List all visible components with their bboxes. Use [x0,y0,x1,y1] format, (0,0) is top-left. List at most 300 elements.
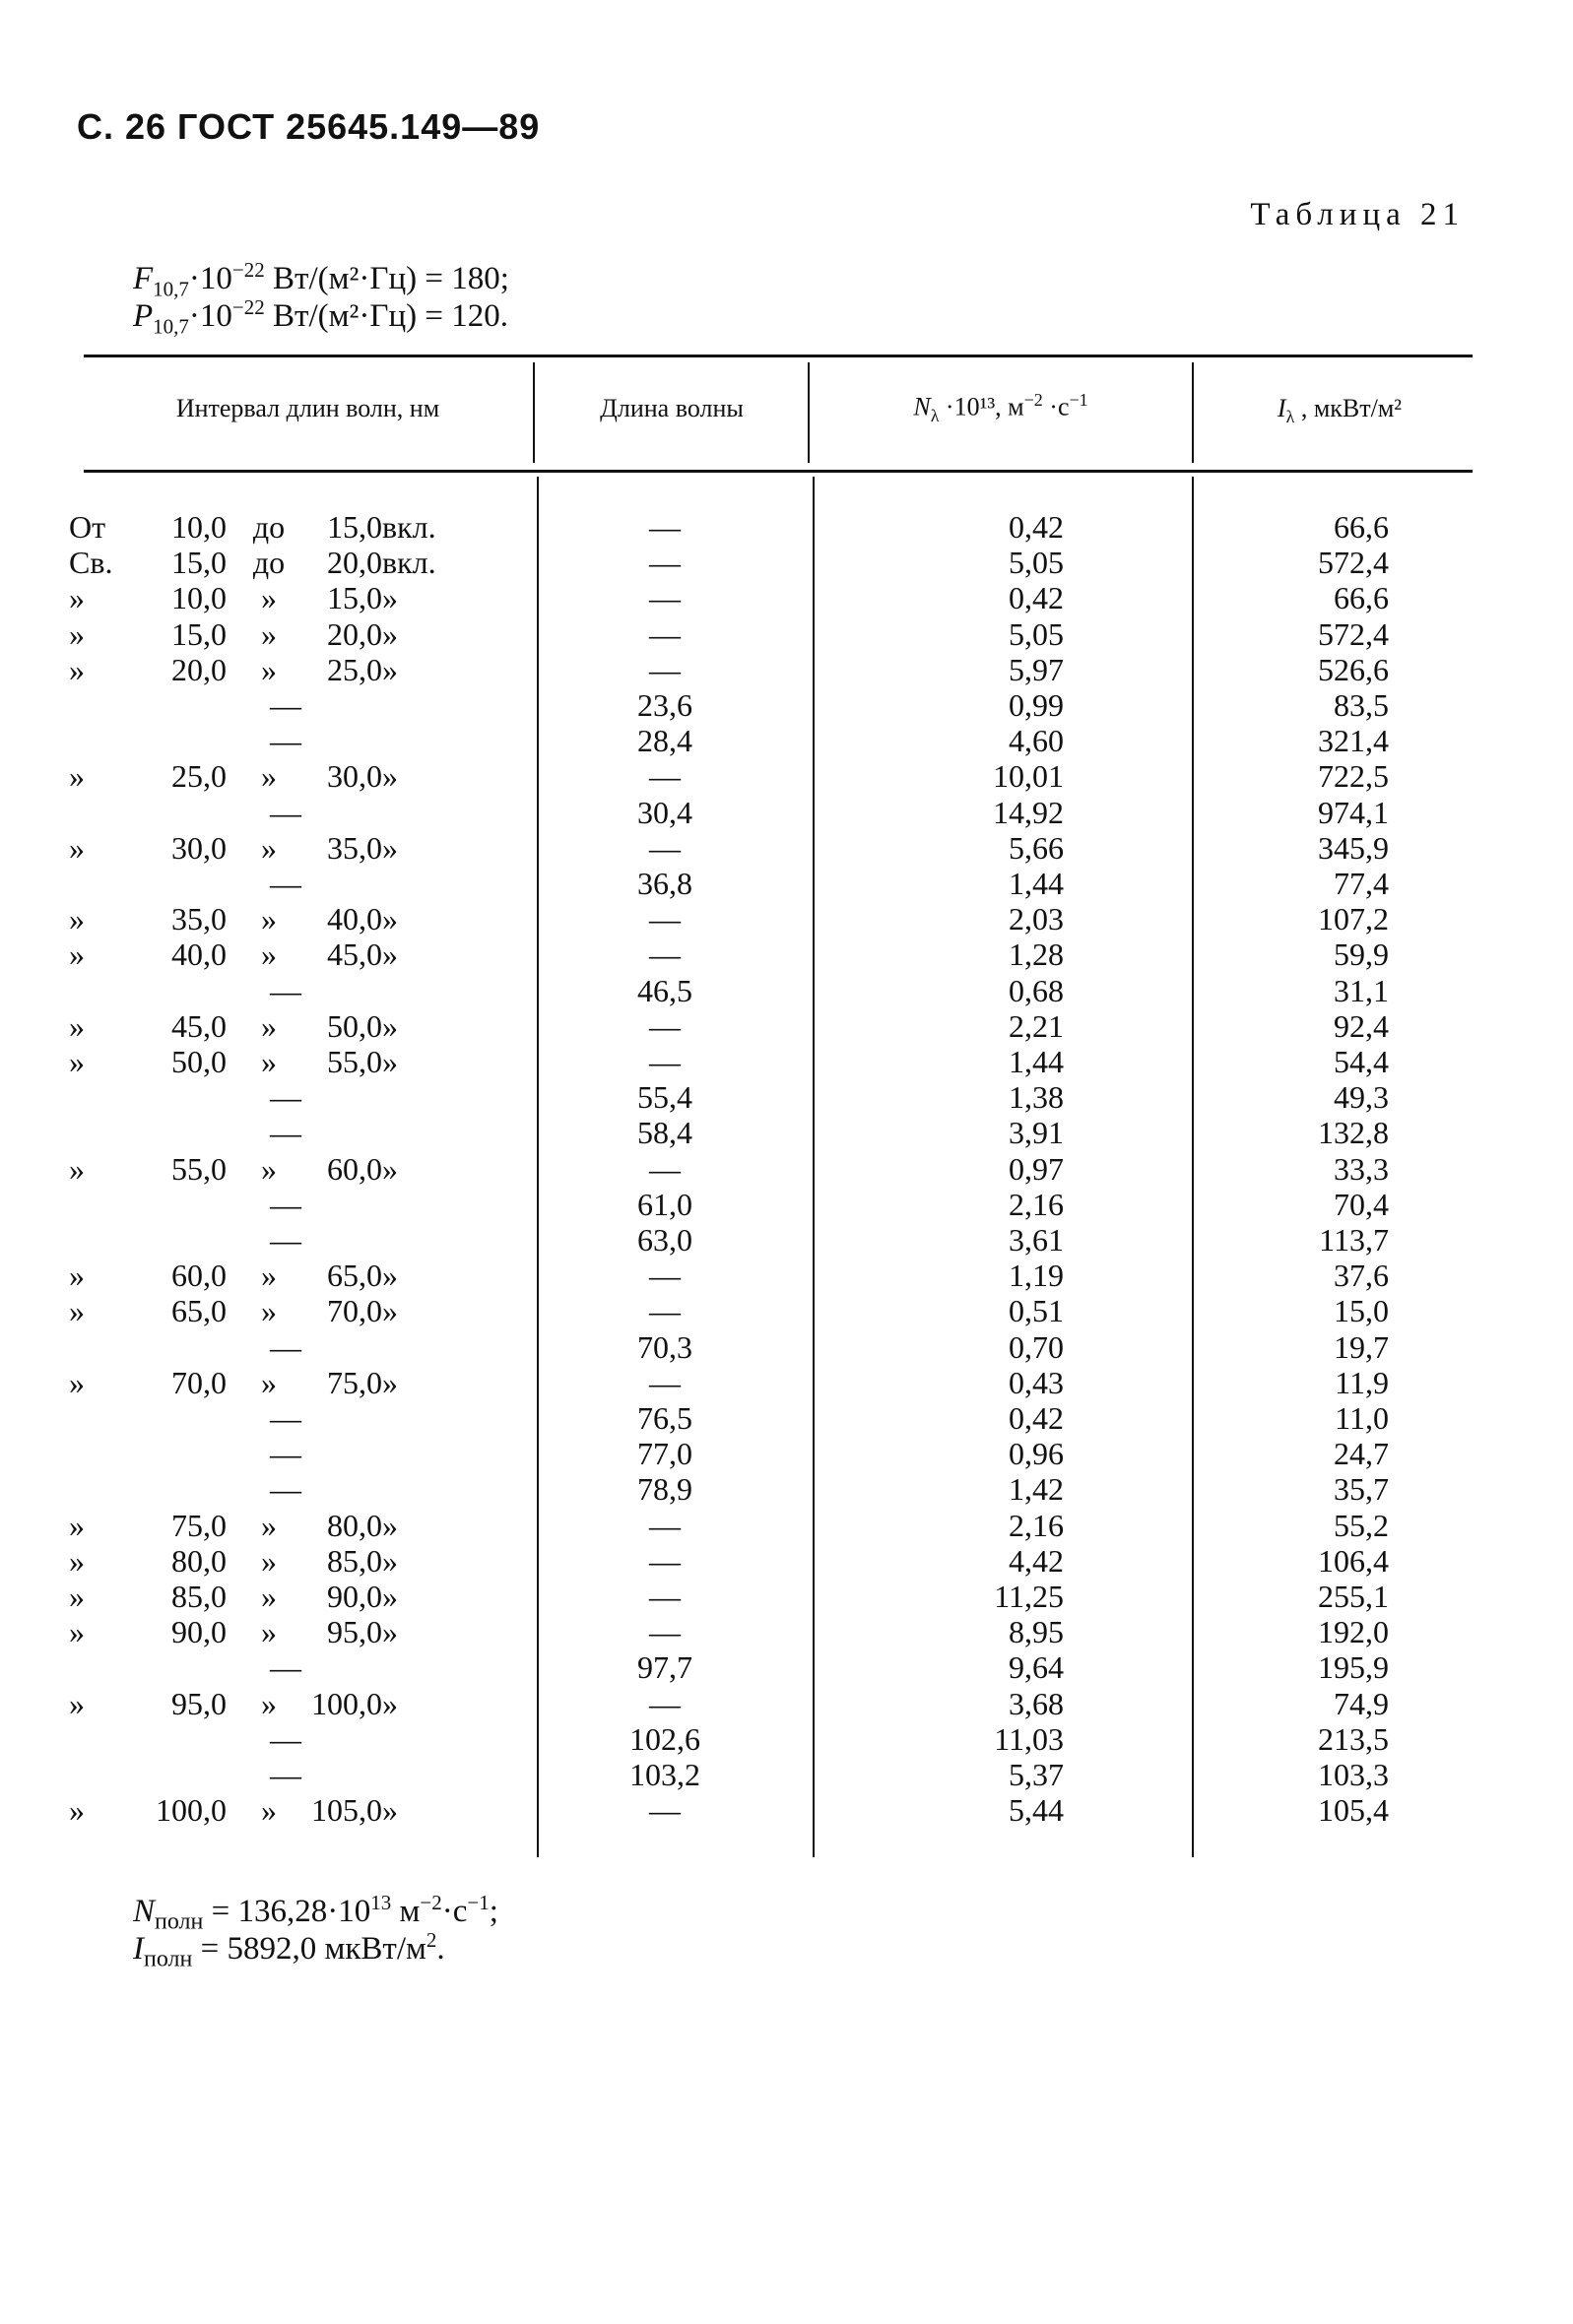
interval-separator: » [261,936,277,973]
table-row [0,1543,1573,1579]
interval-from: 85,0 [171,1579,227,1614]
photon-flux-cell: 0,42 [1009,1400,1064,1436]
interval-dash: — [270,1186,301,1222]
table-row [0,509,1573,545]
intensity-cell: 92,4 [1334,1007,1389,1044]
interval-suffix: » [382,1542,398,1579]
interval-to: 20,0 [327,545,382,581]
photon-flux-cell: 0,97 [1009,1150,1064,1187]
header-divider-3 [1192,362,1194,463]
f-mid: ·10 [188,261,232,296]
wavelength-cell: — [649,1614,681,1650]
interval-separator: » [261,1542,277,1579]
interval-dash: — [270,723,301,759]
interval-suffix: » [382,651,398,687]
intensity-cell: 105,4 [1318,1792,1389,1829]
interval-from: 40,0 [171,936,227,973]
photon-flux-cell: 5,37 [1009,1757,1064,1792]
wavelength-cell: 30,4 [637,794,692,830]
table-row [0,1471,1573,1507]
table-row [0,1400,1573,1436]
interval-prefix: » [69,1293,85,1329]
table-label: Таблица 21 [1250,197,1465,232]
f-exp: −22 [231,258,265,282]
interval-from: 20,0 [171,651,227,687]
interval-separator: » [261,651,277,687]
photon-flux-cell: 1,42 [1009,1471,1064,1508]
photon-flux-cell: 3,68 [1009,1685,1064,1721]
interval-dash: — [270,1400,301,1436]
interval-from: 90,0 [171,1614,227,1650]
wavelength-cell: — [649,901,681,937]
interval-prefix: » [69,1685,85,1721]
wavelength-cell: — [649,758,681,795]
interval-from: 70,0 [171,1364,227,1400]
p-sub: 10,7 [153,314,189,339]
intensity-cell: 526,6 [1318,651,1389,687]
wavelength-cell: 63,0 [637,1222,692,1258]
table-row [0,1614,1573,1649]
intensity-cell: 59,9 [1334,936,1389,973]
wavelength-cell: — [649,1044,681,1079]
interval-dash: — [270,972,301,1008]
photon-flux-cell: 11,03 [994,1720,1064,1757]
photon-flux-cell: 5,97 [1009,651,1064,687]
photon-flux-cell: 0,99 [1009,687,1064,723]
photon-flux-cell: 2,03 [1009,901,1064,937]
wavelength-cell: — [649,1293,681,1329]
interval-separator: » [261,1507,277,1543]
intensity-cell: 66,6 [1334,509,1389,545]
interval-from: 15,0 [171,615,227,652]
photon-flux-cell: 0,42 [1009,509,1064,545]
intensity-cell: 213,5 [1318,1720,1389,1757]
interval-separator: » [261,580,277,616]
intensity-cell: 15,0 [1334,1293,1389,1329]
condition-p107 [133,295,508,340]
table-row [0,1187,1573,1222]
photon-flux-cell: 1,44 [1009,866,1064,901]
interval-to: 15,0 [327,509,382,545]
n-exp1: −2 [1023,390,1043,410]
wavelength-cell: 76,5 [637,1400,692,1436]
total-i-symbol: I [133,1931,144,1967]
wavelength-cell: 103,2 [629,1757,700,1792]
photon-flux-cell: 5,66 [1009,829,1064,866]
interval-to: 25,0 [327,651,382,687]
interval-to: 80,0 [327,1507,382,1543]
total-n-mid: ·с [441,1894,468,1929]
f-symbol: F [133,261,154,296]
interval-to: 70,0 [327,1293,382,1329]
interval-prefix: » [69,1258,85,1294]
photon-flux-cell: 0,42 [1009,580,1064,616]
n-sub: λ [930,405,940,425]
header-divider-1 [533,362,535,463]
table-row [0,723,1573,758]
interval-to: 65,0 [327,1258,382,1294]
interval-separator: » [261,1579,277,1614]
interval-separator: » [261,901,277,937]
interval-dash: — [270,1720,301,1757]
i-symbol: I [1277,394,1286,422]
total-n-u1: −2 [420,1891,442,1914]
interval-prefix: » [69,1614,85,1650]
total-n-sub: полн [155,1908,204,1935]
interval-suffix: » [382,1792,398,1829]
page-header: С. 26 ГОСТ 25645.149—89 [77,106,541,147]
table-row [0,936,1573,972]
table-row [0,1222,1573,1258]
intensity-cell: 321,4 [1318,723,1389,759]
interval-suffix: вкл. [382,509,436,545]
interval-to: 90,0 [327,1579,382,1614]
intensity-cell: 35,7 [1334,1471,1389,1508]
table-row [0,687,1573,723]
photon-flux-cell: 9,64 [1009,1649,1064,1686]
interval-prefix: » [69,580,85,616]
photon-flux-cell: 14,92 [993,794,1064,830]
intensity-cell: 37,6 [1334,1258,1389,1294]
intensity-cell: 11,9 [1335,1364,1389,1400]
photon-flux-cell: 2,21 [1009,1007,1064,1044]
interval-separator: » [261,1293,277,1329]
interval-to: 35,0 [327,829,382,866]
intensity-cell: 55,2 [1334,1507,1389,1543]
intensity-cell: 49,3 [1334,1079,1389,1116]
interval-suffix: » [382,1364,398,1400]
wavelength-cell: — [649,545,681,581]
intensity-cell: 11,0 [1335,1400,1389,1436]
interval-to: 95,0 [327,1614,382,1650]
i-rest: , мкВт/м² [1294,394,1403,422]
interval-from: 10,0 [171,580,227,616]
intensity-cell: 103,3 [1318,1757,1389,1792]
table-top-rule [84,355,1473,357]
table-row [0,1649,1573,1685]
wavelength-cell: 78,9 [637,1471,692,1508]
total-i-text: = 5892,0 мкВт/м [192,1931,426,1967]
table-row [0,1721,1573,1757]
interval-separator: » [261,1044,277,1079]
interval-suffix: » [382,1150,398,1187]
table-row [0,580,1573,615]
interval-suffix: » [382,1258,398,1294]
n-exp2: −1 [1069,390,1088,410]
interval-to: 100,0 [311,1685,382,1721]
wavelength-cell: 55,4 [637,1079,692,1116]
table-row [0,545,1573,580]
photon-flux-cell: 1,38 [1009,1079,1064,1116]
interval-prefix: » [69,758,85,795]
intensity-cell: 107,2 [1318,901,1389,937]
interval-from: 80,0 [171,1542,227,1579]
interval-prefix: » [69,1542,85,1579]
intensity-cell: 255,1 [1318,1579,1389,1614]
interval-to: 20,0 [327,615,382,652]
interval-suffix: » [382,829,398,866]
photon-flux-cell: 1,28 [1009,936,1064,973]
wavelength-cell: — [649,1579,681,1614]
interval-dash: — [270,1079,301,1116]
interval-from: 100,0 [156,1792,227,1829]
interval-to: 30,0 [327,758,382,795]
interval-from: 50,0 [171,1044,227,1079]
wavelength-cell: — [649,1507,681,1543]
table-row [0,973,1573,1008]
photon-flux-cell: 2,16 [1009,1186,1064,1222]
intensity-cell: 24,7 [1334,1436,1389,1472]
interval-to: 55,0 [327,1044,382,1079]
wavelength-cell: 61,0 [637,1186,692,1222]
total-i-sub: полн [144,1946,193,1972]
intensity-cell: 70,4 [1334,1186,1389,1222]
wavelength-cell: 28,4 [637,723,692,759]
f-sub: 10,7 [153,277,189,301]
wavelength-cell: — [649,1007,681,1044]
table-row [0,1044,1573,1079]
table-row [0,1079,1573,1115]
interval-suffix: » [382,1293,398,1329]
interval-prefix: » [69,615,85,652]
p-mid: ·10 [188,298,232,334]
interval-prefix: » [69,829,85,866]
table-row [0,866,1573,901]
wavelength-cell: — [649,615,681,652]
photon-flux-cell: 4,60 [1009,723,1064,759]
total-n-u2: −1 [467,1891,490,1914]
intensity-cell: 74,9 [1334,1685,1389,1721]
intensity-cell: 54,4 [1334,1044,1389,1079]
interval-to: 75,0 [327,1364,382,1400]
intensity-cell: 66,6 [1334,580,1389,616]
total-n-exp: 13 [370,1891,392,1914]
p-text: Вт/(м²·Гц) = 120. [264,298,508,334]
interval-prefix: » [69,1579,85,1614]
intensity-cell: 113,7 [1319,1222,1389,1258]
photon-flux-cell: 5,05 [1009,545,1064,581]
interval-suffix: » [382,901,398,937]
interval-separator: » [261,1614,277,1650]
table-row [0,652,1573,687]
interval-prefix: » [69,651,85,687]
interval-to: 105,0 [311,1792,382,1829]
wavelength-cell: — [649,936,681,973]
col-header-wavelength: Длина волны [600,394,744,422]
interval-dash: — [270,866,301,901]
interval-suffix: » [382,1507,398,1543]
n-symbol: N [913,392,931,421]
wavelength-cell: — [649,1542,681,1579]
wavelength-cell: 46,5 [637,972,692,1008]
wavelength-cell: — [649,829,681,866]
interval-dash: — [270,1649,301,1686]
wavelength-cell: — [649,1364,681,1400]
intensity-cell: 77,4 [1334,866,1389,901]
photon-flux-cell: 1,19 [1009,1258,1064,1294]
interval-from: 30,0 [171,829,227,866]
interval-suffix: » [382,758,398,795]
intensity-cell: 83,5 [1334,687,1389,723]
interval-separator: » [261,758,277,795]
interval-dash: — [270,1115,301,1151]
table-row [0,1365,1573,1400]
interval-separator: » [261,1685,277,1721]
interval-dash: — [270,1436,301,1472]
col-header-photon-flux [814,390,1188,426]
intensity-cell: 192,0 [1318,1614,1389,1650]
interval-separator: до [252,509,286,545]
photon-flux-cell: 3,91 [1009,1115,1064,1151]
interval-prefix: От [69,509,106,545]
interval-prefix: » [69,1150,85,1187]
wavelength-cell: 23,6 [637,687,692,723]
interval-suffix: » [382,936,398,973]
interval-prefix: » [69,1507,85,1543]
interval-dash: — [270,1222,301,1258]
intensity-cell: 19,7 [1334,1328,1389,1365]
interval-dash: — [270,1757,301,1792]
total-i-end: . [436,1931,445,1967]
interval-separator: » [261,1792,277,1829]
table-row [0,1115,1573,1150]
f-text: Вт/(м²·Гц) = 180; [264,261,509,296]
table-row [0,1436,1573,1471]
col-header-intensity [1197,394,1482,427]
photon-flux-cell: 10,01 [993,758,1064,795]
photon-flux-cell: 0,96 [1009,1436,1064,1472]
interval-from: 15,0 [171,545,227,581]
intensity-cell: 572,4 [1318,615,1389,652]
table-row [0,1258,1573,1293]
interval-separator: » [261,829,277,866]
intensity-cell: 106,4 [1318,1542,1389,1579]
interval-separator: » [261,1007,277,1044]
interval-to: 60,0 [327,1150,382,1187]
interval-to: 15,0 [327,580,382,616]
total-i-exp: 2 [426,1928,437,1952]
photon-flux-cell: 4,42 [1009,1542,1064,1579]
interval-suffix: » [382,615,398,652]
table-row [0,1293,1573,1328]
interval-prefix: » [69,1044,85,1079]
photon-flux-cell: 0,68 [1009,972,1064,1008]
photon-flux-cell: 3,61 [1009,1222,1064,1258]
wavelength-cell: 97,7 [637,1649,692,1686]
table-row [0,830,1573,866]
interval-from: 45,0 [171,1007,227,1044]
wavelength-cell: — [649,651,681,687]
p-symbol: P [133,298,154,334]
n-mid: ·с [1042,392,1070,421]
intensity-cell: 33,3 [1334,1150,1389,1187]
total-n-text: = 136,28·10 [203,1894,371,1929]
interval-prefix: » [69,1364,85,1400]
interval-from: 35,0 [171,901,227,937]
interval-separator: » [261,1150,277,1187]
intensity-cell: 572,4 [1318,545,1389,581]
interval-dash: — [270,687,301,723]
table-row [0,1686,1573,1721]
interval-to: 85,0 [327,1542,382,1579]
interval-dash: — [270,794,301,830]
wavelength-cell: — [649,509,681,545]
interval-separator: до [252,545,286,581]
interval-from: 65,0 [171,1293,227,1329]
intensity-cell: 195,9 [1318,1649,1389,1686]
interval-suffix: » [382,1614,398,1650]
interval-separator: » [261,1258,277,1294]
interval-from: 10,0 [171,509,227,545]
total-n-symbol: N [133,1894,156,1929]
table-row [0,1329,1573,1365]
total-n-unit: м [391,1894,421,1929]
interval-dash: — [270,1328,301,1365]
photon-flux-cell: 0,51 [1009,1293,1064,1329]
header-divider-2 [808,362,810,463]
interval-from: 60,0 [171,1258,227,1294]
p-exp: −22 [231,295,265,319]
table-row [0,1757,1573,1792]
intensity-cell: 132,8 [1318,1115,1389,1151]
photon-flux-cell: 0,70 [1009,1328,1064,1365]
wavelength-cell: 77,0 [637,1436,692,1472]
wavelength-cell: — [649,1150,681,1187]
interval-separator: » [261,1364,277,1400]
table-row [0,795,1573,830]
wavelength-cell: — [649,1685,681,1721]
wavelength-cell: — [649,1258,681,1294]
interval-prefix: » [69,936,85,973]
table-row [0,1792,1573,1828]
total-intensity [133,1928,445,1973]
header-bottom-rule [84,470,1473,473]
interval-prefix: » [69,1007,85,1044]
interval-suffix: » [382,1007,398,1044]
intensity-cell: 31,1 [1334,972,1389,1008]
table-row [0,1151,1573,1187]
photon-flux-cell: 5,44 [1009,1792,1064,1829]
interval-from: 75,0 [171,1507,227,1543]
interval-separator: » [261,615,277,652]
wavelength-cell: — [649,580,681,616]
interval-suffix: » [382,1579,398,1614]
wavelength-cell: 70,3 [637,1328,692,1365]
col-header-interval: Интервал длин волн, нм [175,394,440,422]
wavelength-cell: 36,8 [637,866,692,901]
table-row [0,1008,1573,1044]
photon-flux-cell: 1,44 [1009,1044,1064,1079]
interval-from: 95,0 [171,1685,227,1721]
interval-prefix: » [69,901,85,937]
interval-to: 40,0 [327,901,382,937]
interval-to: 45,0 [327,936,382,973]
photon-flux-cell: 11,25 [994,1579,1064,1614]
photon-flux-cell: 8,95 [1009,1614,1064,1650]
wavelength-cell: — [649,1792,681,1829]
interval-suffix: » [382,580,398,616]
intensity-cell: 345,9 [1318,829,1389,866]
interval-prefix: Св. [69,545,113,581]
photon-flux-cell: 5,05 [1009,615,1064,652]
photon-flux-cell: 2,16 [1009,1507,1064,1543]
interval-suffix: вкл. [382,545,436,581]
table-row [0,616,1573,652]
interval-from: 25,0 [171,758,227,795]
interval-suffix: » [382,1044,398,1079]
interval-to: 50,0 [327,1007,382,1044]
interval-suffix: » [382,1685,398,1721]
